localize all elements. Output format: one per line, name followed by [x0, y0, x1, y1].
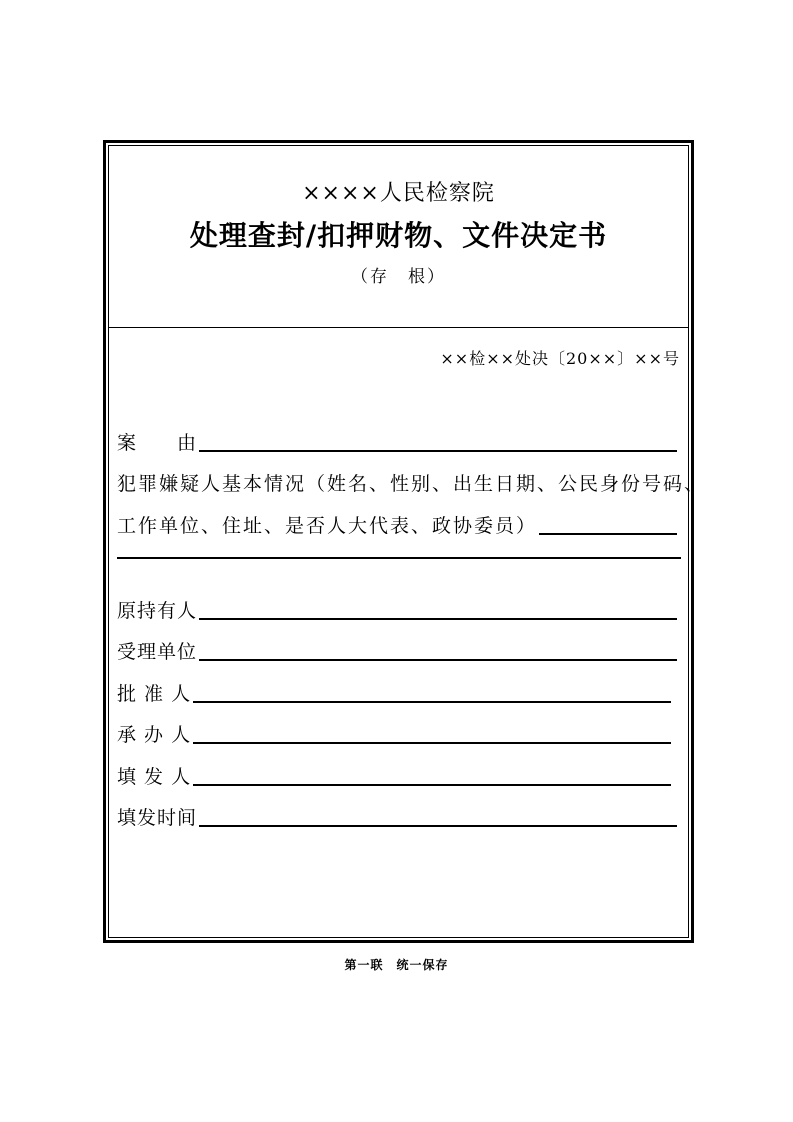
document-subtitle: （存 根） [351, 267, 446, 287]
suspect-info-extra-field[interactable] [117, 556, 681, 559]
original-holder-field[interactable] [199, 617, 677, 620]
suspect-info-extra-row [117, 556, 681, 562]
form-inner-border [108, 145, 706, 938]
issue-time-label: 填发时间 [117, 807, 198, 829]
handler-row [117, 720, 671, 747]
receiving-unit-row [117, 637, 677, 664]
issuer-label: 填 发 人 [117, 766, 192, 788]
header-divider [109, 327, 688, 328]
suspect-info-row [117, 511, 677, 538]
suspect-info-label-line2: 工作单位、住址、是否人大代表、政协委员） [117, 515, 538, 537]
original-holder-row [117, 596, 677, 623]
suspect-info-label-line1: 犯罪嫌疑人基本情况（姓名、性别、出生日期、公民身份号码、 [117, 473, 706, 495]
case-reason-field[interactable] [199, 449, 677, 452]
form-frame [103, 140, 706, 943]
case-reason-row [117, 428, 677, 455]
issuer-row [117, 762, 671, 789]
suspect-info-field[interactable] [539, 532, 677, 535]
issue-time-row [117, 803, 677, 830]
approver-row [117, 679, 671, 706]
handler-field[interactable] [193, 741, 671, 744]
receiving-unit-label: 受理单位 [117, 641, 198, 663]
original-holder-label: 原持有人 [117, 600, 198, 622]
document-number: ××检××处决〔20××〕××号 [440, 349, 680, 368]
organization-name: ××××人民检察院 [302, 181, 495, 206]
issuer-field[interactable] [193, 783, 671, 786]
footer-copy-note: 第一联 统一保存 [344, 958, 449, 972]
approver-field[interactable] [193, 700, 671, 703]
approver-label: 批 准 人 [117, 683, 192, 705]
receiving-unit-field[interactable] [199, 658, 677, 661]
case-reason-label: 案 由 [117, 432, 198, 454]
document-title: 处理查封/扣押财物、文件决定书 [189, 219, 608, 252]
handler-label: 承 办 人 [117, 724, 192, 746]
issue-time-field[interactable] [199, 824, 677, 827]
